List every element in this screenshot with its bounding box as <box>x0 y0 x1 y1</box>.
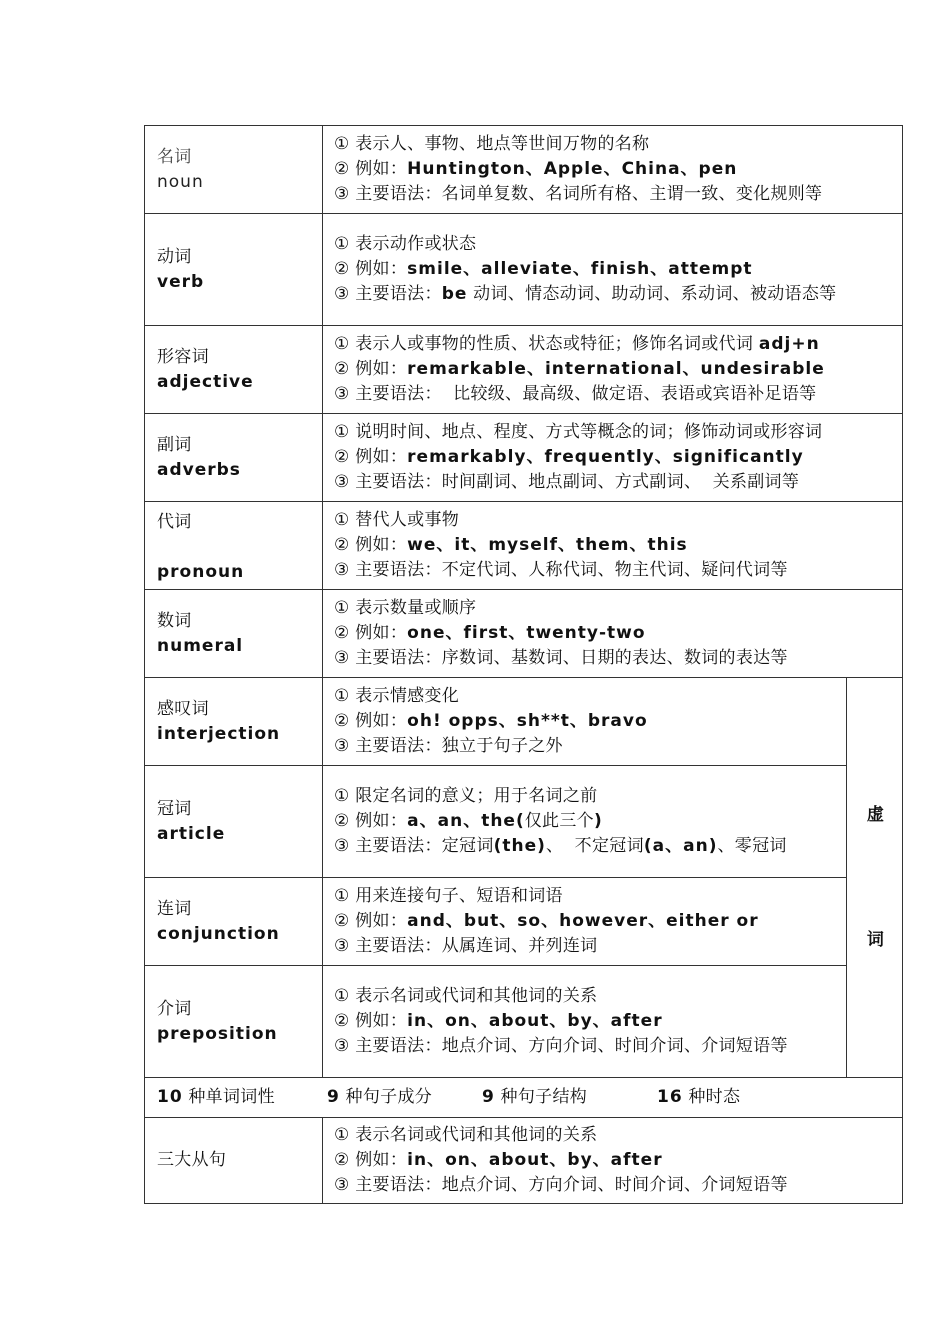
definition-line: ① 表示数量或顺序 <box>334 598 477 618</box>
summary-item <box>157 1085 327 1110</box>
example-words: we、it、myself、them、this <box>407 535 688 555</box>
example-words: one、first、twenty-two <box>407 623 646 643</box>
pos-name-cell <box>145 966 323 1078</box>
pos-description-cell <box>323 966 847 1078</box>
example-words: oh! opps、sh**t、bravo <box>407 711 648 731</box>
example-prefix: ② 例如： <box>334 811 408 831</box>
pos-english-name: preposition <box>157 1023 278 1044</box>
summary-text: 种单词词性 <box>182 1087 275 1107</box>
example-prefix: ② 例如： <box>334 359 408 379</box>
pos-english-name: adverbs <box>157 459 241 480</box>
example-prefix: ② 例如： <box>334 623 408 643</box>
pos-english-name: noun <box>157 171 204 192</box>
definition-line: ① 用来连接句子、短语和词语 <box>334 886 563 906</box>
grammar-line: ③ 主要语法： 比较级、最高级、做定语、表语或宾语补足语等 <box>334 384 817 404</box>
table-row <box>145 966 903 1078</box>
example-line <box>334 533 898 558</box>
pos-chinese-name: 冠词 <box>157 798 192 819</box>
summary-row <box>145 1078 903 1118</box>
pos-description-cell <box>323 214 903 326</box>
definition-line: ① 表示情感变化 <box>334 686 460 706</box>
definition-line: ① 限定名词的意义；用于名词之前 <box>334 786 598 806</box>
grammar-line <box>334 834 842 859</box>
function-words-label-bottom: 词 <box>866 929 885 950</box>
summary-count: 9 <box>327 1087 340 1107</box>
pos-english-name: numeral <box>157 635 244 656</box>
pos-chinese-name: 形容词 <box>157 346 209 367</box>
pos-chinese-name: 感叹词 <box>157 698 209 719</box>
table-row <box>145 214 903 326</box>
pos-description-cell <box>323 678 847 766</box>
summary-count: 16 <box>657 1087 683 1107</box>
example-line <box>334 621 898 646</box>
definition-line: ① 表示人、事物、地点等世间万物的名称 <box>334 134 650 154</box>
pos-name-cell <box>145 214 323 326</box>
example-line <box>334 909 842 934</box>
definition-line: ① 替代人或事物 <box>334 510 460 530</box>
summary-count: 9 <box>482 1087 495 1107</box>
grammar-line: ③ 主要语法：从属连词、并列连词 <box>334 936 598 956</box>
pos-name-cell <box>145 1118 323 1204</box>
table-row <box>145 766 903 878</box>
grammar-text-e: 、零冠词 <box>717 836 787 856</box>
pos-english-name: adjective <box>157 371 254 392</box>
definition-line: ① 表示动作或状态 <box>334 234 477 254</box>
pos-chinese-name: 名词 <box>157 146 192 167</box>
pos-name-cell <box>145 590 323 678</box>
table-row <box>145 678 903 766</box>
grammar-bold-d: (a、an) <box>643 836 718 856</box>
grammar-line: ③ 主要语法：时间副词、地点副词、方式副词、 关系副词等 <box>334 472 800 492</box>
grammar-text: 动词、情态动词、助动词、系动词、被动语态等 <box>467 284 837 304</box>
table-row <box>145 126 903 214</box>
example-prefix: ② 例如： <box>334 259 408 279</box>
pos-description-cell <box>323 326 903 414</box>
pos-name-cell <box>145 126 323 214</box>
example-line <box>334 809 842 834</box>
example-prefix: ② 例如： <box>334 711 408 731</box>
pos-english-name: article <box>157 823 226 844</box>
table-row <box>145 326 903 414</box>
pos-name-cell <box>145 326 323 414</box>
definition-line <box>334 332 898 357</box>
example-prefix: ② 例如： <box>334 911 408 931</box>
pos-chinese-name: 动词 <box>157 246 192 267</box>
example-prefix: ② 例如： <box>334 159 408 179</box>
example-line <box>334 357 898 382</box>
pos-chinese-name: 代词 <box>157 512 192 532</box>
example-line <box>334 1148 898 1173</box>
grammar-text-c: 、 不定冠词 <box>545 836 644 856</box>
clause-type-name: 三大从句 <box>157 1150 227 1170</box>
example-prefix: ② 例如： <box>334 1150 408 1170</box>
grammar-prefix: ③ 主要语法： <box>334 284 442 304</box>
example-line <box>334 257 898 282</box>
table-row <box>145 878 903 966</box>
example-prefix: ② 例如： <box>334 1011 408 1031</box>
pos-english-name: pronoun <box>157 562 245 582</box>
grammar-text-a: ③ 主要语法：定冠词 <box>334 836 494 856</box>
grammar-line: ③ 主要语法：名词单复数、名词所有格、主谓一致、变化规则等 <box>334 184 823 204</box>
example-words: smile、alleviate、finish、attempt <box>407 259 753 279</box>
example-words: in、on、about、by、after <box>407 1150 663 1170</box>
example-words: and、but、so、however、either or <box>407 911 759 931</box>
example-words: Huntington、Apple、China、pen <box>407 159 738 179</box>
pos-description-cell <box>323 766 847 878</box>
summary-text: 种句子结构 <box>494 1087 588 1107</box>
example-line <box>334 157 898 182</box>
table-row <box>145 502 903 590</box>
definition-line: ① 说明时间、地点、程度、方式等概念的词；修饰动词或形容词 <box>334 422 823 442</box>
summary-count: 10 <box>157 1087 183 1107</box>
table-row <box>145 414 903 502</box>
pos-chinese-name: 数词 <box>157 610 192 631</box>
definition-line: ① 表示名词或代词和其他词的关系 <box>334 986 598 1006</box>
summary-text: 种句子成分 <box>339 1087 433 1107</box>
example-words: remarkably、frequently、significantly <box>407 447 804 467</box>
pos-description-cell <box>323 414 903 502</box>
pos-chinese-name: 介词 <box>157 998 192 1019</box>
pos-name-cell <box>145 878 323 966</box>
pos-english-name: interjection <box>157 723 281 744</box>
definition-line: ① 表示名词或代词和其他词的关系 <box>334 1125 598 1145</box>
pos-description-cell <box>323 878 847 966</box>
example-close: ) <box>593 811 603 831</box>
spacer-line <box>157 535 312 560</box>
summary-item <box>327 1085 482 1110</box>
pos-description-cell <box>323 1118 903 1204</box>
example-words: in、on、about、by、after <box>407 1011 663 1031</box>
pos-name-cell <box>145 502 323 590</box>
example-line <box>334 445 898 470</box>
example-prefix: ② 例如： <box>334 535 408 555</box>
table-row <box>145 1118 903 1204</box>
table-row <box>145 590 903 678</box>
pos-english-name: conjunction <box>157 923 280 944</box>
parts-of-speech-table <box>144 125 903 1204</box>
pos-description-cell <box>323 502 903 590</box>
summary-item <box>482 1085 657 1110</box>
summary-text: 种时态 <box>682 1087 741 1107</box>
function-words-label-cell <box>847 678 903 1078</box>
pos-description-cell <box>323 590 903 678</box>
grammar-line: ③ 主要语法：地点介词、方向介词、时间介词、介词短语等 <box>334 1175 788 1195</box>
example-line <box>334 1009 842 1034</box>
example-line <box>334 709 842 734</box>
pos-description-cell <box>323 126 903 214</box>
example-prefix: ② 例如： <box>334 447 408 467</box>
pos-english-name: verb <box>157 271 205 292</box>
grammar-bold-term: be <box>441 284 468 304</box>
grammar-line: ③ 主要语法：不定代词、人称代词、物主代词、疑问代词等 <box>334 560 788 580</box>
pos-chinese-name: 副词 <box>157 434 192 455</box>
function-words-label-top: 虚 <box>866 804 885 825</box>
summary-cell <box>145 1078 903 1118</box>
grammar-line: ③ 主要语法：地点介词、方向介词、时间介词、介词短语等 <box>334 1036 788 1056</box>
grammar-line: ③ 主要语法：序数词、基数词、日期的表达、数词的表达等 <box>334 648 788 668</box>
example-words: remarkable、international、undesirable <box>407 359 825 379</box>
definition-bold-term: adj+n <box>758 334 820 354</box>
grammar-line: ③ 主要语法：独立于句子之外 <box>334 736 563 756</box>
grammar-line <box>334 282 898 307</box>
pos-name-cell <box>145 414 323 502</box>
pos-name-cell <box>145 766 323 878</box>
pos-chinese-name: 连词 <box>157 898 192 919</box>
example-note: 仅此三个 <box>524 811 594 831</box>
definition-text: ① 表示人或事物的性质、状态或特征；修饰名词或代词 <box>334 334 759 354</box>
pos-name-cell <box>145 678 323 766</box>
summary-item <box>657 1085 740 1110</box>
grammar-bold-b: (the) <box>493 836 546 856</box>
example-words: a、an、the( <box>407 811 525 831</box>
